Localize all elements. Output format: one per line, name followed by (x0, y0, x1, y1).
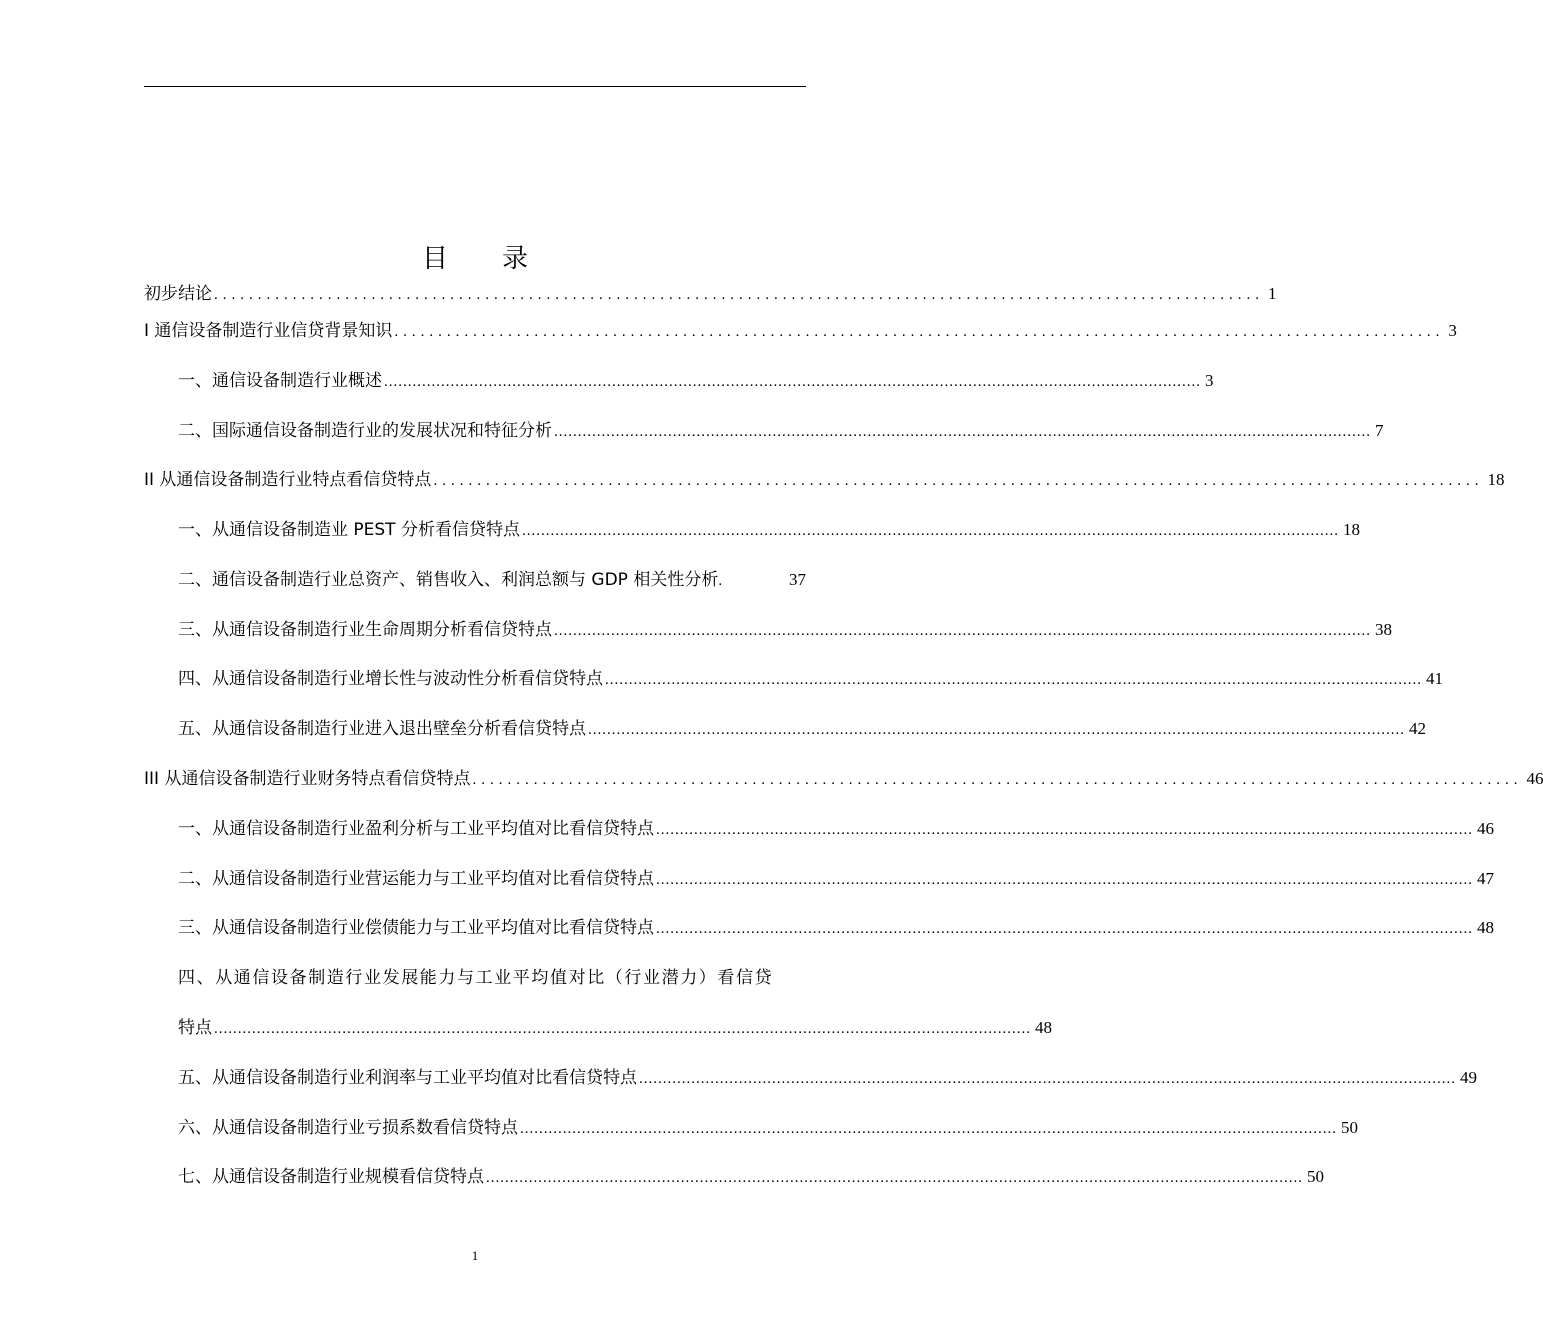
toc-entry[interactable] (178, 1116, 1358, 1140)
toc-entry-label: 特点 (178, 1018, 212, 1038)
dot-leader: ............................................................................................................................................................................ (588, 722, 1405, 738)
toc-entry-page: 50 (1307, 1167, 1324, 1186)
toc-entry-label: 二、从通信设备制造行业营运能力与工业平均值对比看信贷特点 (178, 869, 654, 889)
toc-entry-page: 49 (1460, 1068, 1477, 1087)
footer-page-number: 1 (471, 1248, 479, 1263)
toc-entry-page: 42 (1409, 719, 1426, 738)
toc-entry-label: II 从通信设备制造行业特点看信贷特点 (144, 470, 432, 490)
dot-leader: ........................................................................................................................ (214, 287, 1264, 303)
toc-entry[interactable] (178, 1016, 1052, 1040)
dot-leader: ............................................................................................................................................................................ (554, 424, 1371, 440)
toc-entry-page: 18 (1342, 520, 1360, 539)
toc-entry-label: 二、通信设备制造行业总资产、销售收入、利润总额与 GDP 相关性分析 (178, 570, 719, 590)
toc-entry[interactable] (178, 717, 1426, 741)
toc-entry[interactable] (178, 1066, 1477, 1090)
dot-leader: ............................................................................................................................................................................ (214, 1021, 1031, 1037)
toc-entry-label: 二、国际通信设备制造行业的发展状况和特征分析 (178, 421, 552, 441)
toc-entry[interactable] (178, 1165, 1324, 1189)
toc-entry[interactable] (178, 568, 806, 592)
toc-entry[interactable] (178, 369, 1214, 393)
dot-leader: ............................................................................................................................................................................ (384, 374, 1201, 390)
toc-entry-wrapped-line[interactable]: 四、从通信设备制造行业发展能力与工业平均值对比（行业潜力）看信贷 (178, 968, 774, 988)
toc-entry[interactable] (178, 916, 1494, 940)
toc-entry[interactable] (178, 618, 1392, 642)
dot-leader: ............................................................................................................................................................................ (639, 1071, 1456, 1087)
toc-entry-label: 一、从通信设备制造行业盈利分析与工业平均值对比看信贷特点 (178, 819, 654, 839)
dot-leader: ............................................................................................................................................................................ (521, 523, 1339, 539)
toc-entry-label: 五、从通信设备制造行业进入退出壁垒分析看信贷特点 (178, 719, 586, 739)
toc-entry-label: III 从通信设备制造行业财务特点看信贷特点 (144, 769, 471, 789)
dot-leader: ............................................................................................................................................................................ (605, 672, 1422, 688)
dot-leader: ............................................................................................................................................................................ (656, 872, 1473, 888)
toc-entry-label: 一、通信设备制造行业概述 (178, 371, 382, 391)
toc-entry[interactable] (178, 518, 1360, 542)
toc-entry-page: 50 (1341, 1118, 1358, 1137)
toc-entry[interactable] (144, 282, 1277, 306)
dot-leader: ........................................................................................................................ (394, 324, 1445, 340)
dot-leader: ........................................................................................................................ (433, 473, 1484, 489)
toc-entry[interactable] (144, 767, 1543, 791)
toc-entry-page: 37 (789, 570, 806, 589)
toc-entry-page: 7 (1375, 421, 1384, 440)
toc-entry-label: 四、从通信设备制造行业增长性与波动性分析看信贷特点 (178, 669, 603, 689)
toc-entry-page: 47 (1477, 869, 1494, 888)
toc-entry[interactable] (178, 419, 1384, 443)
toc-entry-page: 1 (1268, 284, 1277, 303)
dot-leader: ............................................................................................................................................................................ (520, 1121, 1337, 1137)
toc-entry[interactable] (178, 867, 1494, 891)
dot-leader: ............................................................................................................................................................................ (554, 623, 1371, 639)
toc-entry-label: I 通信设备制造行业信贷背景知识 (144, 321, 393, 341)
dot-leader: ........................................................................................................................ (472, 772, 1523, 788)
toc-entry-page: 38 (1375, 620, 1392, 639)
toc-entry-page: 46 (1526, 769, 1543, 788)
toc-entry-label: 三、从通信设备制造行业偿债能力与工业平均值对比看信贷特点 (178, 918, 654, 938)
toc-entry-page: 3 (1205, 371, 1214, 390)
toc-entry-label: 初步结论 (144, 284, 212, 304)
toc-entry-label: 五、从通信设备制造行业利润率与工业平均值对比看信贷特点 (178, 1068, 637, 1088)
toc-entry-label: 六、从通信设备制造行业亏损系数看信贷特点 (178, 1118, 518, 1138)
dot-leader: ............................................................................................................................................................................ (656, 822, 1473, 838)
toc-entry-label: 七、从通信设备制造行业规模看信贷特点 (178, 1167, 484, 1187)
toc-entry[interactable] (144, 468, 1505, 492)
toc-entry-page: 18 (1487, 470, 1505, 489)
toc-entry-label: 一、从通信设备制造业 PEST 分析看信贷特点 (178, 520, 520, 540)
toc-entry-page: 3 (1448, 321, 1457, 340)
toc-entry[interactable] (178, 817, 1494, 841)
toc-entry[interactable] (144, 319, 1457, 343)
toc-entry-page: 41 (1426, 669, 1443, 688)
dot-leader: ............................................................................................................................................................................ (486, 1170, 1303, 1186)
toc-entry[interactable] (178, 667, 1443, 691)
toc-entry-page: 48 (1035, 1018, 1052, 1037)
page-title: 目 录 (421, 244, 542, 274)
dot-leader: ............................................................................................................................................................................ (656, 921, 1473, 937)
toc-entry-page: 46 (1477, 819, 1494, 838)
dot-leader: . (718, 573, 724, 589)
toc-entry-label: 三、从通信设备制造行业生命周期分析看信贷特点 (178, 620, 552, 640)
toc-entry-page: 48 (1477, 918, 1494, 937)
